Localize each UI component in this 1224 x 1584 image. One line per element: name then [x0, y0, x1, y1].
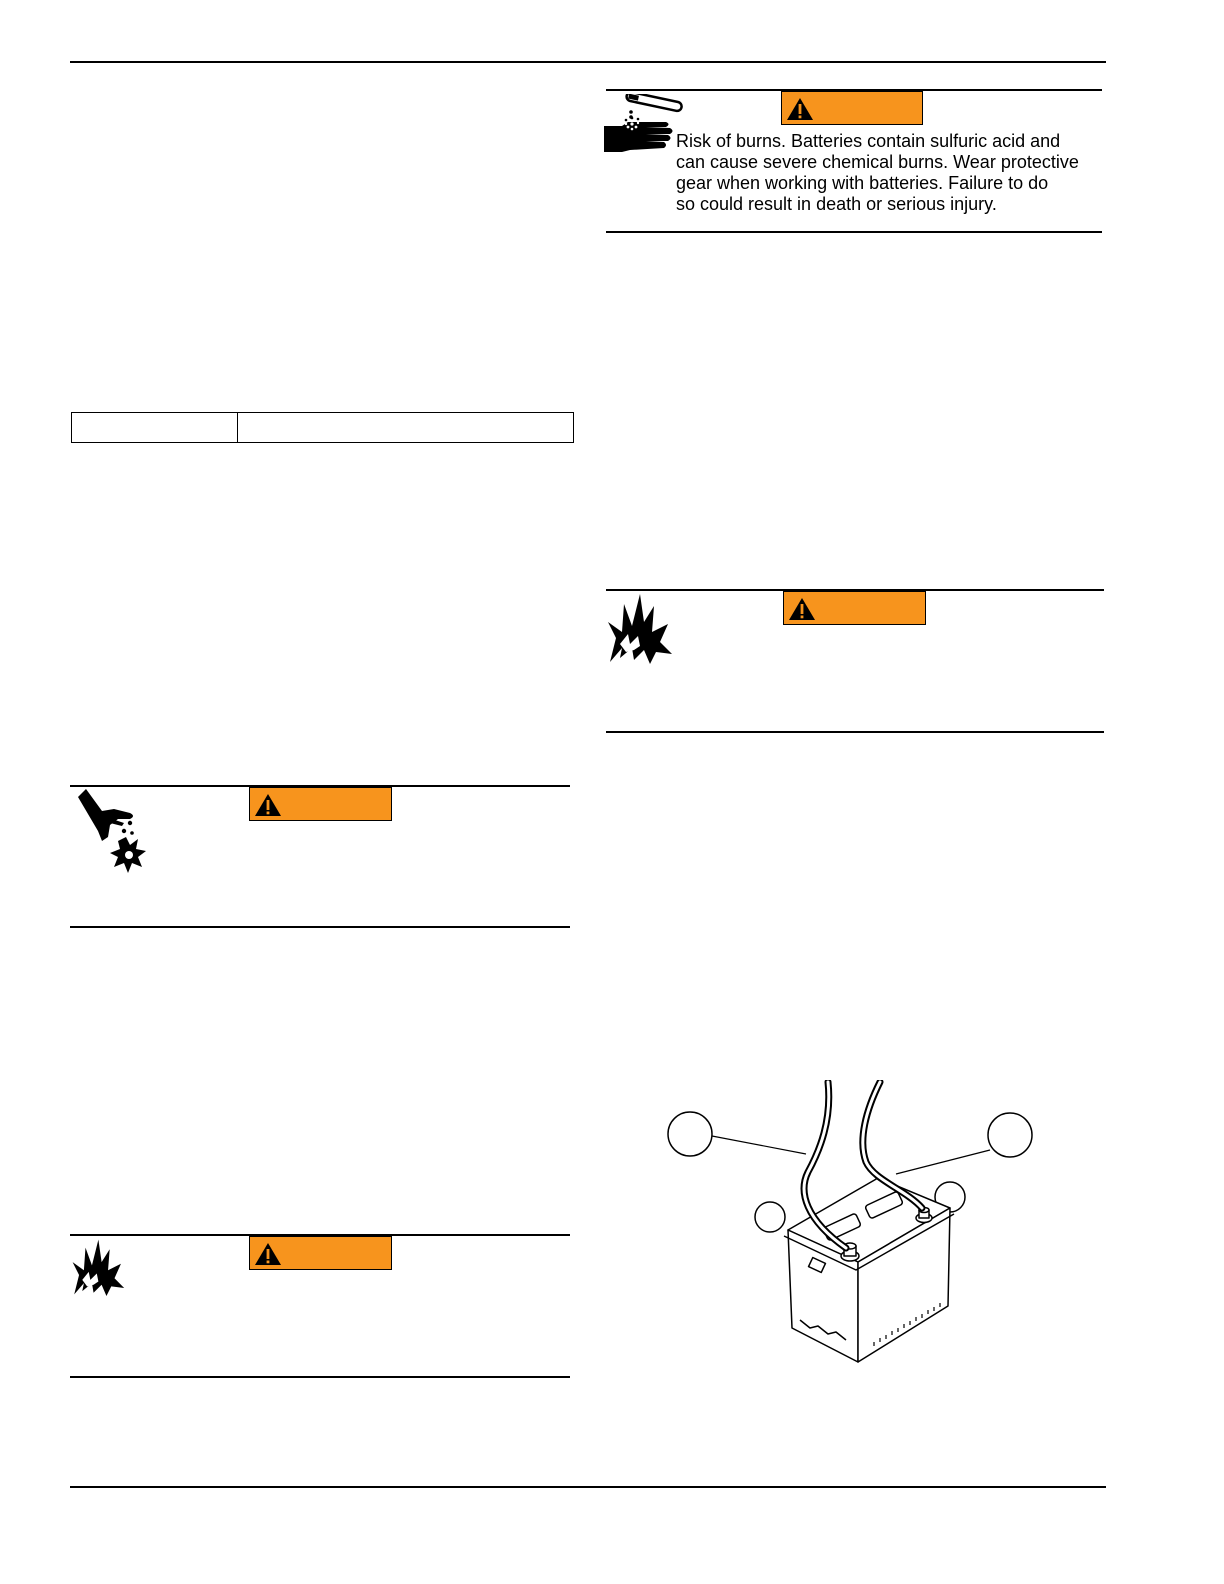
acid-warning-label	[781, 91, 923, 125]
header-rule	[70, 61, 1106, 63]
acid-warning-bottom-rule	[606, 231, 1102, 233]
callout-circle	[988, 1113, 1032, 1157]
explosion-warning-label-right	[783, 591, 926, 625]
spec-table-cell	[238, 413, 573, 442]
callout-circle	[755, 1202, 785, 1232]
explosion-icon	[70, 1238, 130, 1296]
acid-warning-line: gear when working with batteries. Failure to do	[676, 173, 1049, 193]
hand-crush-icon	[72, 789, 152, 875]
explosion-warning-label-left	[249, 1236, 392, 1270]
acid-burn-hand-icon	[604, 94, 684, 156]
crush-warning-bottom-rule	[70, 926, 570, 928]
battery-illustration	[660, 1080, 1040, 1370]
callout-leader-line	[712, 1136, 806, 1154]
acid-warning-line: so could result in death or serious injury.	[676, 194, 997, 214]
callout-leader-line	[896, 1150, 990, 1174]
crush-warning-label	[249, 787, 392, 821]
alert-triangle-icon	[788, 597, 816, 621]
spec-table-cell	[72, 413, 238, 442]
acid-warning-text	[676, 131, 1106, 215]
explosion-icon	[606, 592, 678, 664]
explosion-warning-bottom-rule-left	[70, 1376, 570, 1378]
explosion-warning-bottom-rule-right	[606, 731, 1104, 733]
acid-warning-line: can cause severe chemical burns. Wear protective	[676, 152, 1079, 172]
alert-triangle-icon	[254, 1242, 282, 1266]
alert-triangle-icon	[254, 793, 282, 817]
alert-triangle-icon	[786, 97, 814, 121]
footer-rule	[70, 1486, 1106, 1488]
callout-circle	[668, 1112, 712, 1156]
acid-warning-line: Risk of burns. Batteries contain sulfuric acid and	[676, 131, 1061, 151]
spec-table	[71, 412, 574, 443]
